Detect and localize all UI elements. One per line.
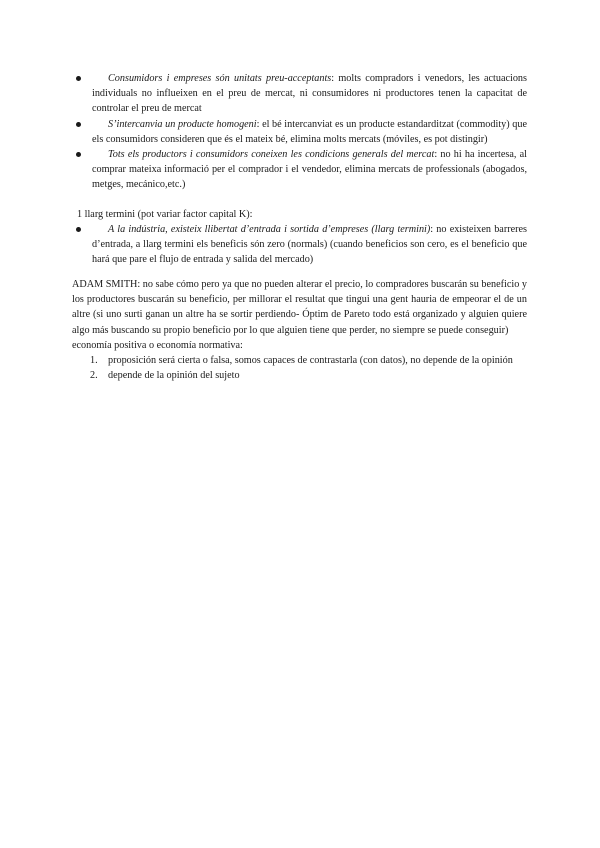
bullet-list-long-term: [92, 222, 527, 268]
list-item: [92, 368, 527, 383]
economy-heading: economía positiva o economía normativa:: [72, 340, 243, 351]
list-item: [92, 147, 527, 193]
long-term-subheading: 1 llarg termini (pot variar factor capital K):: [77, 209, 253, 220]
bullet-body: : el bé intercanviat es un producte estandarditzat (commodity) que els consumidors consideren que és el mateix bé, elimina molts mercats (móviles, es pot distingir): [92, 118, 527, 145]
adam-smith-paragraph: ADAM SMITH: no sabe cómo pero ya que no pueden alterar el precio, lo compradores buscarán su beneficio y los productores buscarán su beneficio, per millorar el resultat que tingui una gent hauria de empeorar el de un altre (si uno surti ganan un altre ha se sortir perdiendo- Óptim de Pareto todo está organizado y alguien quiere algo más buscando su propio beneficio por lo que alguien tiene que perder, no siempre se puede conseguir): [72, 279, 527, 336]
list-item: [92, 353, 527, 368]
list-item: [92, 222, 527, 268]
numbered-list: [92, 353, 527, 383]
list-item: [92, 117, 527, 147]
bullet-lead: A la indústria, existeix llibertat d’entrada i sortida d’empreses (llarg termini): [108, 224, 431, 235]
bullet-list-market-conditions: [92, 71, 527, 193]
list-text: depende de la opinión del sujeto: [108, 370, 240, 382]
list-item: [92, 71, 527, 117]
list-number: 2.: [90, 370, 98, 382]
list-text: proposición será cierta o falsa, somos capaces de contrastarla (con datos), no depende de la opinión: [108, 355, 513, 366]
list-number: 1.: [90, 355, 98, 366]
bullet-lead: Consumidors i empreses són unitats preu-acceptants: [108, 73, 332, 84]
bullet-body: : no existeixen barreres d’entrada, a llarg termini els beneficis són zero (normals) (cuando beneficios son cero, es el beneficio que hará que pare el flujo de entrada y salida del mercado): [92, 224, 527, 266]
bullet-body: : no hi ha incertesa, al comprar mateixa informació per el comprador i el vendedor, elimina mercats de professionals (abogados, metges, mecánico,etc.): [92, 149, 527, 191]
bullet-lead: Tots els productors i consumidors coneixen les condicions generals del mercat: [108, 149, 435, 161]
bullet-lead: S’intercanvia un producte homogeni: [108, 118, 257, 130]
bullet-body: : molts compradors i venedors, les actuacions individuals no influeixen en el preu de mercat, ni consumidores ni productores tenen la capacitat de controlar el preu de mercat: [92, 73, 527, 115]
